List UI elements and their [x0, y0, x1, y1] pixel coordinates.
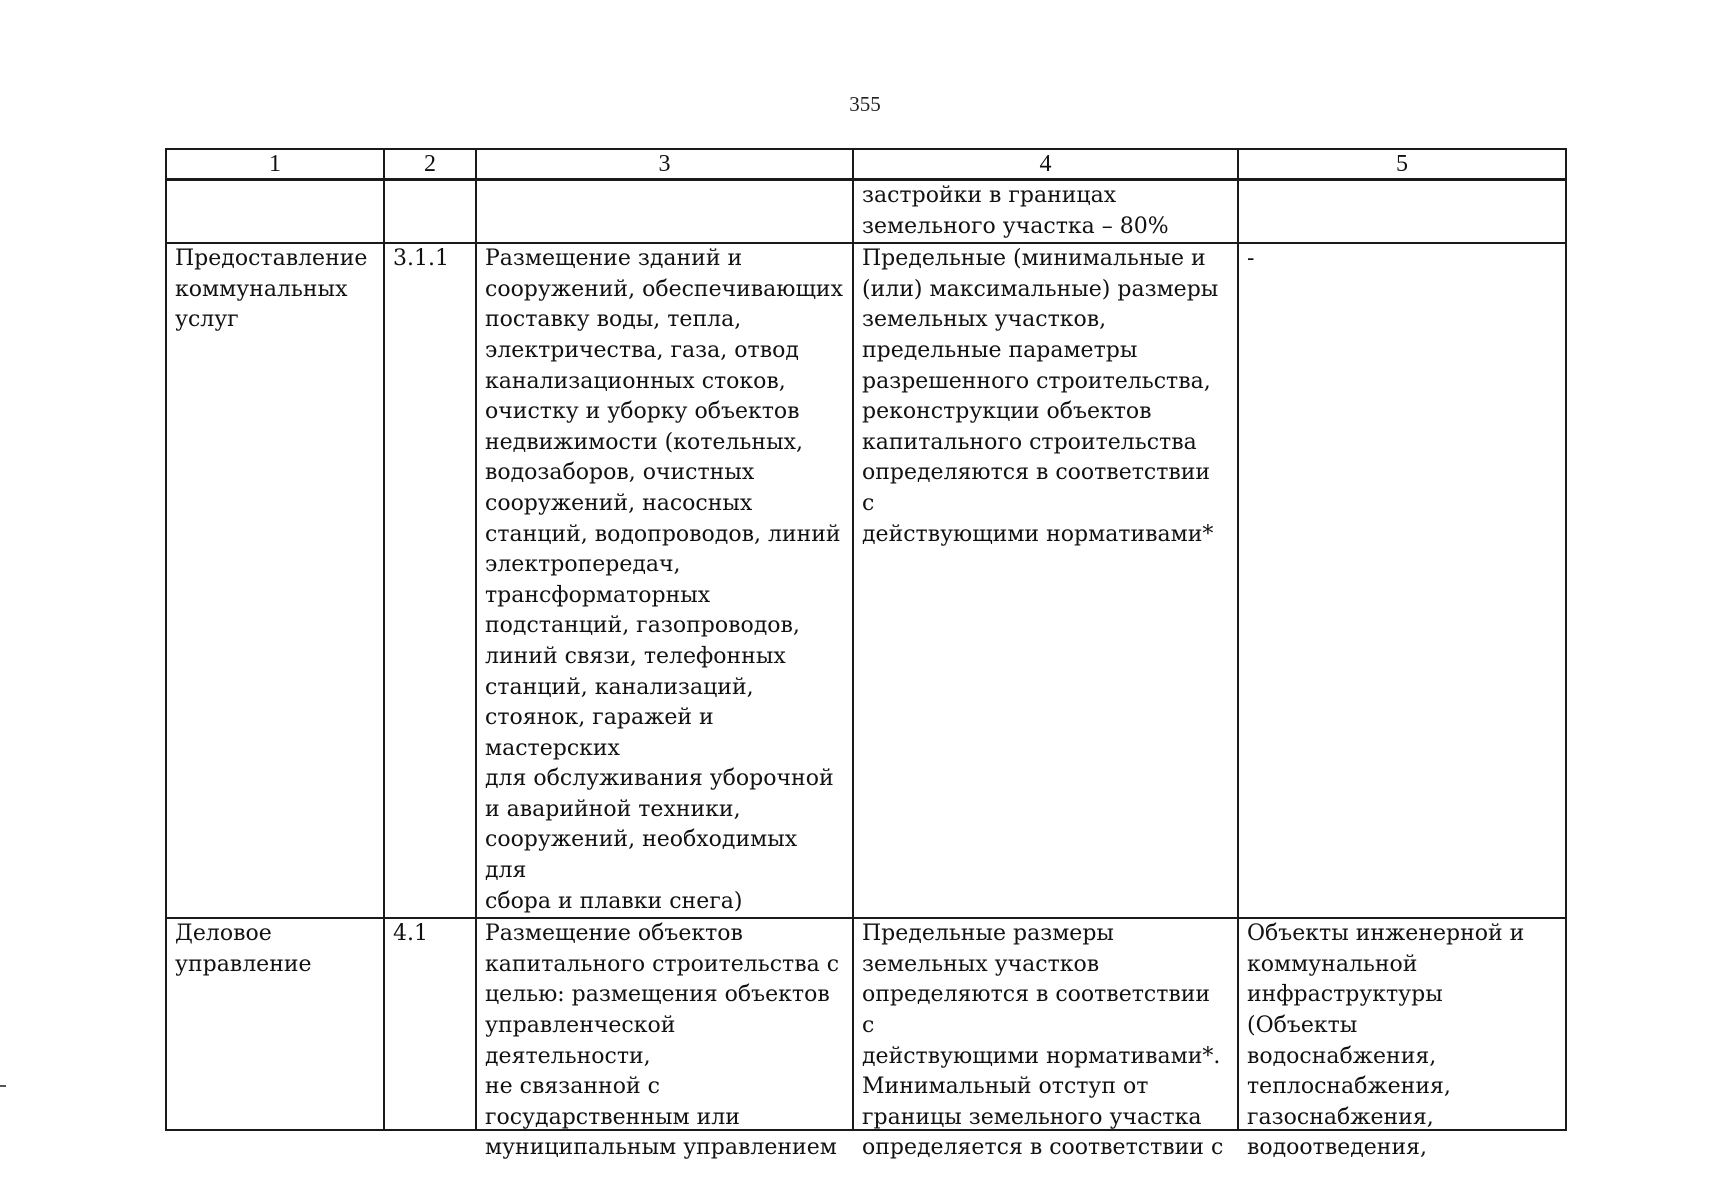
use-code-cell: 3.1.1	[384, 243, 476, 918]
use-name-cell: Предоставление коммунальных услуг	[166, 243, 384, 918]
column-number-1: 1	[166, 149, 384, 180]
column-number-4: 4	[853, 149, 1238, 180]
parameters-cell: застройки в границах земельного участка – 80%	[853, 180, 1238, 244]
restrictions-cell	[1238, 180, 1566, 244]
table-header-row	[166, 149, 1566, 180]
parameters-text: Предельные размеры земельных участков определяются в соответствии с действующими нормативами*. Минимальный отступ от границы земельного участка определяется в соответствии с	[862, 921, 1224, 1161]
parameters-cell	[853, 918, 1238, 1161]
use-code-cell	[384, 180, 476, 244]
restrictions-cell	[1238, 918, 1566, 1161]
column-number-5: 5	[1238, 149, 1566, 180]
scan-edge-mark	[0, 1085, 6, 1087]
use-description-cell: Размещение зданий и сооружений, обеспечивающих поставку воды, тепла, электричества, газа, отвод канализационных стоков, очистку и уборку объектов недвижимости (котельных, водозаборов, очистных сооружений, насосных станций, водопроводов, линий электропередач, трансформаторных подстанций, газопроводов, линий связи, телефонных станций, канализаций, стоянок, гаражей и мастерских для обслуживания уборочной и аварийной техники, сооружений, необходимых для сбора и плавки снега)	[476, 243, 853, 918]
column-number-2: 2	[384, 149, 476, 180]
table-row	[166, 243, 1566, 918]
restrictions-text: Объекты инженерной и коммунальной инфраструктуры (Объекты водоснабжения, теплоснабжения, газоснабжения, водоотведения,	[1247, 921, 1525, 1161]
use-description-cell	[476, 918, 853, 1161]
use-description-cell	[476, 180, 853, 244]
restrictions-cell: -	[1238, 243, 1566, 918]
page-number: 355	[849, 92, 881, 116]
use-code-cell	[384, 918, 476, 1130]
table-row	[166, 180, 1566, 244]
use-name-text: Деловое управление	[175, 921, 312, 977]
regulations-table	[165, 148, 1567, 1161]
column-number-3: 3	[476, 149, 853, 180]
use-name-cell	[166, 918, 384, 1130]
table-row	[166, 918, 1566, 1130]
use-description-text: Размещение объектов капитального строительства с целью: размещения объектов управленческой деятельности, не связанной с государственным или муниципальным управлением	[485, 921, 840, 1161]
use-code-text: 4.1	[393, 921, 428, 947]
parameters-cell: Предельные (минимальные и (или) максимальные) размеры земельных участков, предельные параметры разрешенного строительства, реконструкции объектов капитального строительства определяются в соответствии с действующими нормативами*	[853, 243, 1238, 918]
use-name-cell	[166, 180, 384, 244]
